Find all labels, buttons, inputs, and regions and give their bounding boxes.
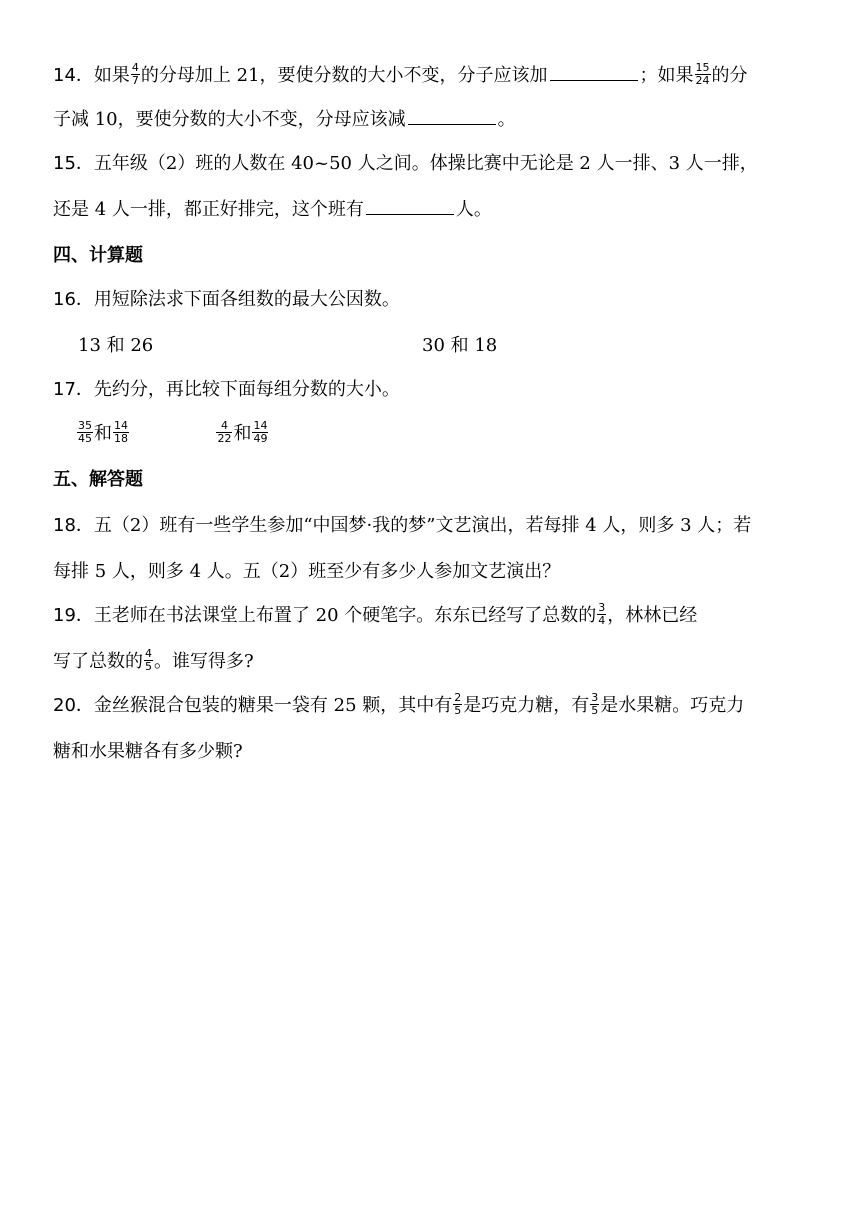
fraction-denominator: 4 — [598, 613, 606, 627]
question-text: 糖和水果糖各有多少颗? — [53, 741, 243, 762]
fraction-denominator: 24 — [695, 73, 710, 87]
question-text: 是水果糖。巧克力 — [600, 695, 745, 716]
question-20-line-1 — [53, 692, 813, 722]
question-15-line-1 — [53, 150, 813, 180]
question-number: 18． — [53, 515, 94, 536]
question-20-line-2 — [53, 738, 813, 768]
question-text: 人。 — [455, 199, 492, 220]
answer-blank[interactable] — [366, 196, 454, 215]
fraction-denominator: 5 — [591, 703, 599, 717]
question-text: 。 — [497, 109, 516, 130]
fraction-denominator: 49 — [253, 431, 268, 445]
fraction-numerator: 2 — [454, 690, 462, 704]
question-16-pairs — [78, 332, 838, 362]
fraction — [77, 420, 93, 445]
fraction-numerator: 4 — [145, 646, 152, 660]
fraction — [453, 692, 462, 717]
question-16 — [53, 286, 813, 316]
fraction-denominator: 18 — [114, 431, 128, 445]
fraction — [590, 692, 599, 717]
fraction — [216, 420, 232, 445]
fraction-numerator: 3 — [591, 690, 599, 704]
section-heading-calculation: 四、计算题 — [53, 245, 143, 266]
question-number: 15． — [53, 153, 94, 174]
fraction — [597, 602, 606, 627]
fraction — [252, 420, 268, 445]
question-text: 用短除法求下面各组数的最大公因数。 — [93, 289, 400, 310]
question-text: 子减 10，要使分数的大小不变，分母应该减 — [53, 109, 406, 130]
question-15-line-2 — [53, 196, 813, 226]
question-text: 的分母加上 21，要使分数的大小不变，分子应该加 — [140, 65, 548, 86]
fraction-denominator: 7 — [131, 73, 139, 87]
question-text: 还是 4 人一排，都正好排完，这个班有 — [53, 199, 364, 220]
fraction-numerator: 15 — [695, 60, 710, 74]
fraction — [113, 420, 129, 445]
fraction-numerator: 4 — [216, 420, 232, 433]
question-text: 的分 — [711, 65, 748, 86]
answer-blank[interactable] — [550, 62, 638, 81]
fraction-numerator: 3 — [598, 600, 606, 614]
question-text: 先约分，再比较下面每组分数的大小。 — [93, 379, 400, 400]
fraction-denominator: 45 — [78, 431, 92, 445]
conjunction-text: 和 — [94, 423, 112, 444]
question-text: 如果 — [93, 65, 130, 86]
question-text: 五（2）班有一些学生参加“中国梦·我的梦”文艺演出，若每排 4 人，则多 3 人；若 — [93, 515, 752, 536]
question-text: 金丝猴混合包装的糖果一袋有 25 颗，其中有 — [93, 695, 453, 716]
question-19-line-1 — [53, 602, 813, 632]
question-18-line-2 — [53, 558, 813, 588]
question-number: 16． — [53, 289, 94, 310]
fraction — [695, 62, 711, 87]
question-14-line-1 — [53, 62, 813, 92]
section-heading-word-problems: 五、解答题 — [53, 469, 143, 490]
question-text: 五年级（2）班的人数在 40~50 人之间。体操比赛中无论是 2 人一排、3 人一排， — [93, 153, 758, 174]
question-text: 每排 5 人，则多 4 人。五（2）班至少有多少人参加文艺演出？ — [53, 561, 561, 582]
question-number: 17． — [53, 379, 94, 400]
fraction-numerator: 4 — [131, 60, 139, 74]
fraction-denominator: 5 — [454, 703, 462, 717]
question-number: 19． — [53, 605, 94, 626]
question-17-fractions — [76, 420, 836, 454]
fraction-numerator: 14 — [253, 418, 268, 432]
conjunction-text: 和 — [233, 423, 252, 444]
question-text: ；如果 — [639, 65, 694, 86]
number-pair: 30 和 18 — [422, 335, 498, 356]
fraction — [144, 648, 153, 673]
question-14-line-2 — [53, 106, 813, 136]
fraction-numerator: 14 — [114, 418, 128, 432]
question-text: 王老师在书法课堂上布置了 20 个硬笔字。东东已经写了总数的 — [93, 605, 597, 626]
number-pair: 13 和 26 — [78, 335, 154, 356]
fraction-numerator: 35 — [78, 418, 92, 432]
question-17 — [53, 376, 813, 406]
question-text: 。谁写得多? — [154, 651, 254, 672]
fraction — [131, 62, 140, 87]
question-text: 写了总数的 — [53, 651, 143, 672]
question-text: ，林林已经 — [607, 605, 698, 626]
fraction-denominator: 5 — [145, 659, 152, 673]
question-text: 是巧克力糖，有 — [463, 695, 590, 716]
question-18-line-1 — [53, 512, 813, 542]
question-19-line-2 — [53, 648, 813, 678]
answer-blank[interactable] — [408, 106, 496, 125]
question-number: 14． — [53, 65, 94, 86]
question-number: 20． — [53, 695, 94, 716]
fraction-denominator: 22 — [217, 431, 232, 445]
